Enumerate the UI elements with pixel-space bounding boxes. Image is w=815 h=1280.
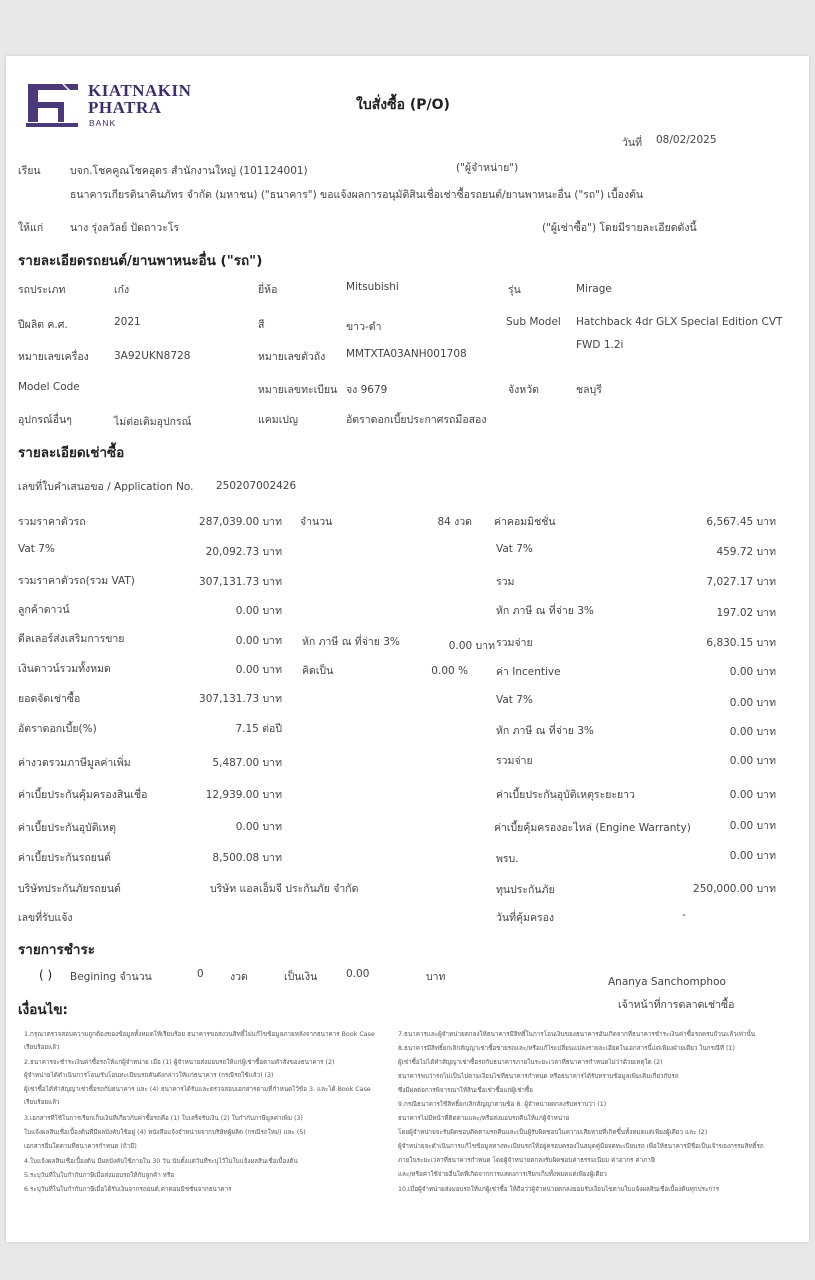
lease-section-title: รายละเอียดเช่าซื้อ [18,445,125,461]
engine-number-value: 3A92UKN8728 [114,350,191,362]
campaign-label: แคมเปญ [258,414,298,426]
lease-left-value: 307,131.73 บาท [199,693,282,705]
lease-left-label: ค่าเบี้ยประกันคุ้มครองสินเชื่อ [18,789,148,801]
percent-label: คิดเป็น [302,665,334,677]
signer-name: Ananya Sanchomphoo [608,976,726,988]
condition-line-left: เรียบร้อยแล้ว [24,1099,60,1106]
kiatnakin-phatra-logo-icon [24,80,82,130]
lease-right-label: รวมจ่าย [496,755,533,767]
installment-unit: งวด [230,971,248,983]
plate-number-value: จง 9679 [346,384,388,396]
lease-left-value: 0.00 บาท [235,821,282,833]
vehicle-color-value: ขาว-ดำ [346,321,382,333]
vehicle-brand-value: Mitsubishi [346,281,399,293]
province-label: จังหวัด [508,384,539,396]
lease-right-value: 197.02 บาท [716,607,776,619]
model-code-label: Model Code [18,381,80,393]
condition-line-left: เรียบร้อยแล้ว [24,1044,60,1051]
brand-name-line2: PHATRA [88,98,162,117]
lease-right-label: พรบ. [496,853,519,865]
lease-right-label: รวม [496,576,515,588]
lease-left-value: 7.15 ต่อปี [235,723,282,735]
lease-right-label: ค่าเบี้ยคุ้มครองอะไหล่ (Engine Warranty) [494,822,691,834]
lease-right-value: 6,567.45 บาท [706,516,776,528]
condition-line-right: ผู้เช่าซื้อไม่ได้ทำสัญญาเช่าซื้อรถกับธนาคารภายในระยะเวลาที่ธนาคารกำหนดไม่ว่าด้วยเหตุใด (2) [398,1059,663,1066]
lease-left-value: 12,939.00 บาท [205,789,282,801]
brand-name-bank: BANK [89,118,117,128]
condition-line-right: ธนาคารไม่มีหน้าที่ติดตามและ/หรือส่งมอบรถคืนให้แก่ผู้จำหน่าย [398,1115,570,1122]
lease-right-label: รวมจ่าย [496,637,533,649]
percent-value: 0.00 % [431,665,468,677]
dealer-wht-label: หัก ภาษี ณ ที่จ่าย 3% [302,636,400,648]
lease-right-value: 0.00 บาท [729,755,776,767]
lease-right-value: 0.00 บาท [729,666,776,678]
beginning-label: Begining จำนวน [70,971,152,983]
province-value: ชลบุรี [576,384,602,396]
date-value: 08/02/2025 [656,134,717,146]
insurer-label: บริษัทประกันภัยรถยนต์ [18,883,121,895]
vehicle-year-value: 2021 [114,316,141,328]
dealer-wht-value: 0.00 บาท [448,640,495,652]
condition-line-right: ธนาคารพบว่ารถไม่เป็นไปตามเงื่อนไขที่ธนาคารกำหนด หรือธนาคารได้รับทราบข้อมูลเพิ่มเติมเกี่ยวกับรถ [398,1073,679,1080]
lease-right-label: หัก ภาษี ณ ที่จ่าย 3% [496,605,594,617]
lease-left-label: รวมราคาตัวรถ [18,516,86,528]
vehicle-type-label: รถประเภท [18,284,66,296]
condition-line-right: 8.ธนาคารมีสิทธิ์ยกเลิกสัญญาเช่าซื้อขายรถและ/หรือแก้ไขเปลี่ยนแปลงรายละเอียดในเอกสารนี้แต่เพียงฝ่ายเดียว ในกรณีที่ (1) [398,1045,735,1052]
lease-left-value: 8,500.08 บาท [212,852,282,864]
lease-left-value: 0.00 บาท [235,664,282,676]
application-number-value: 250207002426 [216,480,297,492]
application-number-label: เลขที่ใบคำเสนอขอ / Application No. [18,481,194,493]
lease-right-label: Vat 7% [496,694,533,706]
condition-line-left: เอกสารอื่นใดตามที่ธนาคารกำหนด (ถ้ามี) [24,1143,137,1150]
lease-right-label: Vat 7% [496,543,533,555]
lease-left-label: ค่าเบี้ยประกันรถยนต์ [18,852,111,864]
vehicle-year-label: ปีผลิต ค.ศ. [18,319,68,331]
condition-line-left: 5.ระบุวันที่ในใบกำกับภาษีเมื่อส่งมอบรถให้กับลูกค้า หรือ [24,1172,175,1179]
lease-left-label: เงินดาวน์รวมทั้งหมด [18,663,111,675]
vehicle-submodel-value-2: FWD 1.2i [576,339,624,351]
coverage-date-value: - [682,909,686,921]
payment-checkbox[interactable]: ( ) [39,968,53,982]
beginning-count: 0 [197,968,204,980]
lease-right-value: 0.00 บาท [729,850,776,862]
chassis-number-value: MMTXTA03ANH001708 [346,348,467,360]
condition-line-left: ผู้จำหน่ายได้ดำเนินการโอน/รับโอนทะเบียนรถคันดังกล่าวให้แก่ธนาคาร (กรณีรถใช้แล้ว) (3) [24,1072,274,1079]
to-value: บจก.โชคคูณโชคอุดร สำนักงานใหญ่ (101124001) [70,165,308,177]
lease-right-label: ค่าเบี้ยประกันอุบัติเหตุระยะยาว [496,789,635,801]
plate-number-label: หมายเลขทะเบียน [258,384,338,396]
amount-value: 0.00 [346,968,370,980]
accessory-label: อุปกรณ์อื่นๆ [18,414,72,426]
condition-line-right: 7.ธนาคารและผู้จำหน่ายตกลงให้ธนาคารมีสิทธิ์ในการโอนเงินของธนาคารอันเกิดจากที่ธนาคารชำระเงินค่าซื้อรถครบถ้วนแล้วเท่านั้น [398,1031,756,1038]
vehicle-submodel-label: Sub Model [506,316,561,328]
condition-line-left: ใบแจ้งผลสินเชื่อเบื้องต้นที่มีผลบังคับใช้อยู่ (4) หนังสือแจ้งจำหน่ายจากบริษัทผู้ผลิต (กรณีรถใหม่) และ (5) [24,1129,306,1136]
vehicle-submodel-value-1: Hatchback 4dr GLX Special Edition CVT [576,316,783,328]
amount-baht: บาท [426,971,446,983]
vehicle-brand-label: ยี่ห้อ [258,284,278,296]
lease-right-label: หัก ภาษี ณ ที่จ่าย 3% [496,725,594,737]
give-label: ให้แก่ [18,222,44,234]
condition-line-left: 1.กรุณาตรวจสอบความถูกต้องของข้อมูลทั้งหมดให้เรียบร้อย ธนาคารขอสงวนสิทธิ์ไม่แก้ไขข้อมูลภายหลังจากธนาคาร Book Case [24,1031,375,1038]
condition-line-right: และ/หรือค่าใช้จ่ายอื่นใดที่เกิดจากการแสดงการเรียกเก็บทั้งหมดแต่เพียงผู้เดียว [398,1171,607,1178]
lease-left-label: ดีลเลอร์ส่งเสริมการขาย [18,633,125,645]
notification-number-label: เลขที่รับแจ้ง [18,912,73,924]
condition-line-right: ภายในระยะเวลาที่ธนาคารกำหนด โดยผู้จำหน่ายตกลงรับผิดชอบค่าธรรมเนียม ค่าอากร ค่าภาษี [398,1157,655,1164]
lease-right-label: ค่าคอมมิชชั่น [494,516,556,528]
condition-line-right: 9.กรณีธนาคารใช้สิทธิ์ยกเลิกสัญญาตามข้อ 8. ผู้จำหน่ายตกลงรับทราบว่า (1) [398,1101,607,1108]
lease-left-label: ค่าเบี้ยประกันอุบัติเหตุ [18,822,116,834]
vehicle-model-label: รุ่น [508,284,521,296]
term-value: 84 งวด [437,516,472,528]
lease-right-value: 459.72 บาท [716,546,776,558]
lease-right-value: 7,027.17 บาท [706,576,776,588]
coverage-date-label: วันที่คุ้มครอง [496,912,555,924]
campaign-value: อัตราดอกเบี้ยประกาศรถมือสอง [346,414,487,426]
lease-right-value: 0.00 บาท [729,726,776,738]
condition-line-right: ซึ่งมีผลต่อการพิจารณาให้สินเชื่อเช่าซื้อแก่ผู้เช่าซื้อ [398,1087,533,1094]
accessory-value: ไม่ต่อเติมอุปกรณ์ [114,416,192,428]
vehicle-model-value: Mirage [576,283,612,295]
condition-line-left: ผู้เช่าซื้อได้ทำสัญญาเช่าซื้อรถกับธนาคาร และ (4) ธนาคารได้รับและตรวจสอบเอกสารตามที่กำหนดไว้ข้อ 3. และได้ Book Case [24,1086,371,1093]
lease-left-label: อัตราดอกเบี้ย(%) [18,723,97,735]
condition-line-left: 3.เอกสารที่ใช้ในการเรียกเก็บเงินที่เกี่ยวกับค่าซื้อรถคือ (1) ใบเสร็จรับเงิน (2) ใบกำกับภาษีมูลค่าเพิ่ม (3) [24,1115,303,1122]
condition-line-left: 4.ใบแจ้งผลสินเชื่อเบื้องต้น มีผลบังคับใช้ภายใน 30 วัน นับตั้งแต่วันที่ระบุไว้ในใบแจ้งผลสินเชื่อเบื้องต้น [24,1158,298,1165]
to-label: เรียน [18,165,41,177]
signer-role: เจ้าหน้าที่การตลาดเช่าซื้อ [618,999,735,1011]
vehicle-type-value: เก๋ง [114,284,130,296]
vehicle-section-title: รายละเอียดรถยนต์/ยานพาหนะอื่น ("รถ") [18,253,263,269]
lease-right-value: 0.00 บาท [729,789,776,801]
purchase-order-document [6,56,809,1242]
engine-number-label: หมายเลขเครื่อง [18,351,89,363]
hirer-note: ("ผู้เช่าซื้อ") โดยมีรายละเอียดดังนี้ [542,222,697,234]
condition-line-right: โดยผู้จำหน่ายจะรับผิดชอบติดตามรถคืนและเป็นผู้รับผิดชอบในความเสียหายที่เกิดขึ้นทั้งหมดแต่เพียงผู้เดียว และ (2) [398,1129,708,1136]
lease-right-value: 0.00 บาท [729,697,776,709]
lease-left-value: 287,039.00 บาท [199,516,282,528]
lease-left-value: 307,131.73 บาท [199,576,282,588]
lease-right-label: ค่า Incentive [496,666,561,678]
date-label: วันที่ [622,137,642,149]
lease-left-value: 0.00 บาท [235,605,282,617]
insurer-value: บริษัท แอลเอ็มจี ประกันภัย จำกัด [210,883,359,895]
sum-insured-label: ทุนประกันภัย [496,884,555,896]
lease-left-value: 20,092.73 บาท [205,546,282,558]
condition-line-right: 10.เมื่อผู้จำหน่ายส่งมอบรถให้แก่ผู้เช่าซื้อ ให้ถือว่าผู้จำหน่ายตกลงยอมรับเงื่อนไขตามใบแจ้งผลสินเชื่อเบื้องต้นทุกประการ [398,1186,720,1193]
document-title: ใบสั่งซื้อ (P/O) [356,97,450,113]
term-label: จำนวน [300,516,333,528]
dealer-note: ("ผู้จำหน่าย") [456,162,519,174]
condition-line-left: 6.ระบุวันที่ในใบกำกับภาษีเมื่อได้รับเงินจากรถยนต์,ค่าคอมมิชชั่นจากธนาคาร [24,1186,232,1193]
lease-left-label: ลูกค้าดาวน์ [18,604,70,616]
hirer-name: นาง รุ่งลวัลย์ ปัดถาวะโร [70,222,180,234]
lease-right-value: 6,830.15 บาท [706,637,776,649]
condition-line-left: 2.ธนาคารจะชำระเงินค่าซื้อรถให้แก่ผู้จำหน่าย เมื่อ (1) ผู้จำหน่ายส่งมอบรถให้แก่ผู้เช่าซื้อตามคำสั่งของธนาคาร (2) [24,1059,335,1066]
bank-statement: ธนาคารเกียรตินาคินภัทร จำกัด (มหาชน) ("ธนาคาร") ขอแจ้งผลการอนุมัติสินเชื่อเช่าซื้อรถยนต์/ยานพาหนะอื่น ("รถ") เบื้องต้น [70,189,644,201]
amount-label: เป็นเงิน [284,971,318,983]
lease-right-value: 0.00 บาท [729,820,776,832]
conditions-title: เงื่อนไข: [18,1002,68,1018]
payment-section-title: รายการชำระ [18,942,95,958]
lease-left-value: 5,487.00 บาท [212,757,282,769]
lease-left-label: Vat 7% [18,543,55,555]
lease-left-label: รวมราคาตัวรถ(รวม VAT) [18,575,135,587]
lease-left-label: ค่างวดรวมภาษีมูลค่าเพิ่ม [18,757,131,769]
condition-line-right: ผู้จำหน่ายจะดำเนินการแก้ไขข้อมูลทางทะเบียนรถให้อยู่ครอบครองในสมุดคู่มือจดทะเบียนรถ เพื่อให้ธนาคารมีชื่อเป็นเจ้าของกรรมสิทธิ์รถ [398,1143,764,1150]
vehicle-color-label: สี [258,319,265,331]
sum-insured-value: 250,000.00 บาท [693,883,776,895]
lease-left-value: 0.00 บาท [235,635,282,647]
brand-name-line1: KIATNAKIN [88,81,192,100]
lease-left-label: ยอดจัดเช่าซื้อ [18,693,81,705]
chassis-number-label: หมายเลขตัวถัง [258,351,326,363]
